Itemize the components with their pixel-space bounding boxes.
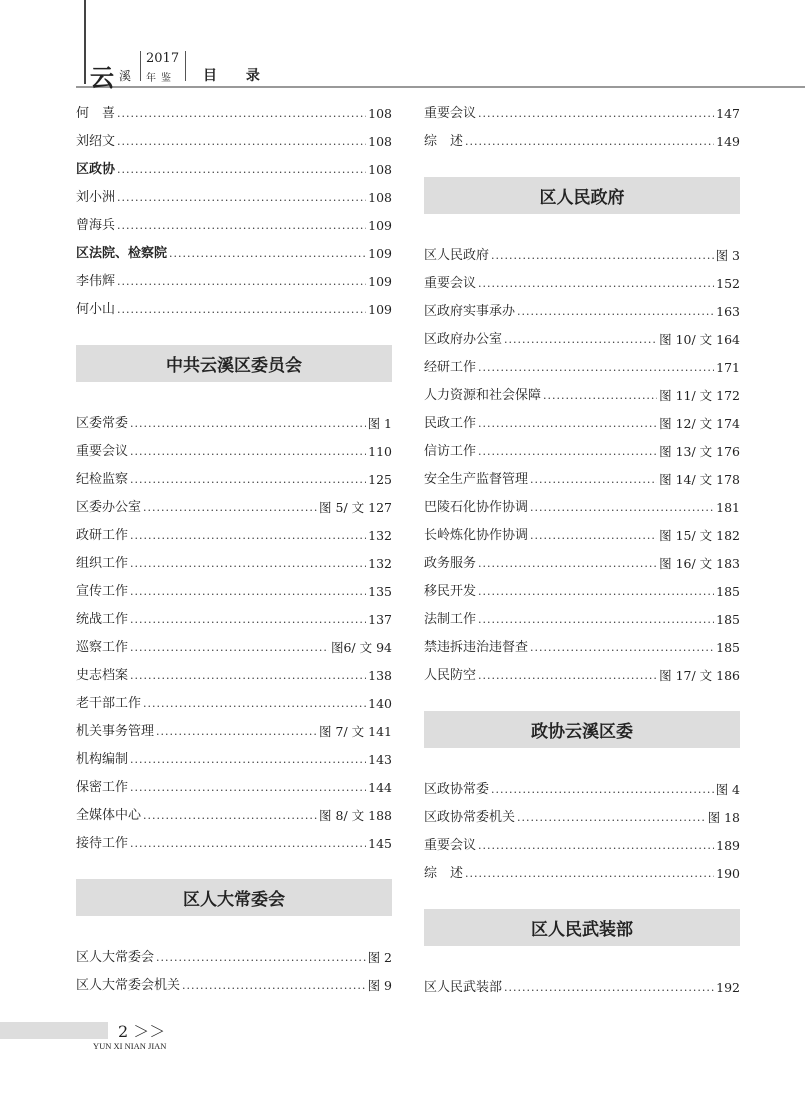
leader-dots — [478, 441, 657, 463]
toc-entry-title: 史志档案 — [76, 668, 129, 683]
leader-dots — [504, 329, 657, 351]
toc-entry-title: 区人民政府 — [424, 248, 490, 263]
toc-entry[interactable] — [76, 631, 392, 659]
toc-entry-title: 禁违拆违治违督查 — [424, 640, 529, 655]
toc-entry-title: 区委办公室 — [76, 500, 142, 515]
toc-entry[interactable] — [424, 351, 740, 379]
toc-entry[interactable] — [424, 857, 740, 885]
toc-entry-page: 125 — [368, 472, 392, 487]
toc-entry-page: 图6/ 文 94 — [330, 640, 392, 655]
toc-entry[interactable] — [76, 435, 392, 463]
toc-entry-page: 图 3 — [715, 248, 740, 263]
toc-entry-page: 图 7/ 文 141 — [319, 724, 392, 739]
toc-entry[interactable] — [424, 463, 740, 491]
leader-dots — [130, 469, 366, 491]
toc-entry-title: 何 喜 — [76, 106, 116, 121]
toc-entry[interactable] — [424, 659, 740, 687]
toc-entry-page: 108 — [368, 106, 392, 121]
toc-entry-title: 宣传工作 — [76, 584, 129, 599]
toc-entry-page: 132 — [368, 528, 392, 543]
toc-entry-page: 图 9 — [367, 978, 392, 993]
toc-entry-page: 138 — [368, 668, 392, 683]
leader-dots — [478, 357, 714, 379]
toc-entry[interactable] — [76, 969, 392, 997]
toc-entry-page: 图 14/ 文 178 — [659, 472, 740, 487]
header-year: 2017 — [146, 51, 180, 66]
leader-dots — [465, 863, 714, 885]
toc-entry-title: 刘小洲 — [76, 190, 116, 205]
toc-entry-title: 长岭炼化协作协调 — [424, 528, 529, 543]
toc-entry[interactable] — [76, 715, 392, 743]
section-header: 中共云溪区委员会 — [76, 345, 392, 382]
toc-entry[interactable] — [424, 519, 740, 547]
leader-dots — [117, 215, 366, 237]
toc-entry[interactable] — [424, 239, 740, 267]
header-divider — [140, 51, 141, 81]
toc-entry-title: 重要会议 — [424, 838, 477, 853]
toc-entry-title: 法制工作 — [424, 612, 477, 627]
toc-entry-page: 图 4 — [715, 782, 740, 797]
toc-entry[interactable] — [424, 323, 740, 351]
toc-entry[interactable] — [76, 575, 392, 603]
toc-entry-page: 144 — [368, 780, 392, 795]
toc-entry[interactable] — [76, 659, 392, 687]
leader-dots — [130, 525, 366, 547]
toc-entry-page: 108 — [368, 162, 392, 177]
toc-entry-title: 民政工作 — [424, 416, 477, 431]
toc-entry-page: 171 — [716, 360, 740, 375]
leader-dots — [130, 413, 366, 435]
toc-entry-title: 重要会议 — [76, 444, 129, 459]
toc-entry-title: 区政府办公室 — [424, 332, 503, 347]
toc-entry-title: 安全生产监督管理 — [424, 472, 529, 487]
toc-entry[interactable] — [76, 771, 392, 799]
toc-entry[interactable] — [424, 631, 740, 659]
toc-entry-title: 综 述 — [424, 134, 464, 149]
leader-dots — [543, 385, 657, 407]
toc-entry-title: 曾海兵 — [76, 218, 116, 233]
leader-dots — [530, 469, 657, 491]
toc-entry-title: 区人民武装部 — [424, 980, 503, 995]
toc-entry-page: 132 — [368, 556, 392, 571]
leader-dots — [143, 693, 366, 715]
leader-dots — [117, 299, 366, 321]
leader-dots — [130, 581, 366, 603]
toc-entry-title: 政务服务 — [424, 556, 477, 571]
toc-entry-page: 163 — [716, 304, 740, 319]
leader-dots — [130, 553, 366, 575]
toc-entry-page: 110 — [368, 444, 392, 459]
leader-dots — [517, 807, 706, 829]
leader-dots — [491, 779, 714, 801]
toc-entry-title: 刘绍文 — [76, 134, 116, 149]
toc-entry-page: 图 13/ 文 176 — [659, 444, 740, 459]
toc-entry-title: 机构编制 — [76, 752, 129, 767]
toc-entry-title: 保密工作 — [76, 780, 129, 795]
toc-entry-page: 189 — [716, 838, 740, 853]
toc-entry[interactable] — [424, 97, 740, 125]
leader-dots — [143, 497, 317, 519]
toc-entry[interactable] — [424, 801, 740, 829]
toc-entry-title: 区法院、检察院 — [76, 246, 168, 261]
leader-dots — [504, 977, 714, 999]
toc-entry[interactable] — [76, 827, 392, 855]
toc-entry-title: 政研工作 — [76, 528, 129, 543]
toc-entry[interactable] — [76, 463, 392, 491]
toc-entry[interactable] — [424, 547, 740, 575]
leader-dots — [478, 609, 714, 631]
toc-entry-title: 区政府实事承办 — [424, 304, 516, 319]
toc-entry-page: 190 — [716, 866, 740, 881]
leader-dots — [130, 637, 329, 659]
leader-dots — [117, 131, 366, 153]
toc-entry-title: 机关事务管理 — [76, 724, 155, 739]
toc-entry-page: 109 — [368, 218, 392, 233]
toc-entry-title: 综 述 — [424, 866, 464, 881]
toc-entry-title: 重要会议 — [424, 106, 477, 121]
toc-entry[interactable] — [76, 519, 392, 547]
footer-subtitle: YUN XI NIAN JIAN — [93, 1041, 167, 1051]
toc-entry[interactable] — [76, 687, 392, 715]
leader-dots — [530, 525, 657, 547]
toc-entry[interactable] — [424, 603, 740, 631]
leader-dots — [117, 187, 366, 209]
toc-entry-title: 接待工作 — [76, 836, 129, 851]
toc-entry-page: 185 — [716, 612, 740, 627]
leader-dots — [478, 835, 714, 857]
toc-entry-title: 区政协 — [76, 162, 116, 177]
toc-entry-page: 图 2 — [367, 950, 392, 965]
toc-entry-title: 组织工作 — [76, 556, 129, 571]
toc-entry-title: 人力资源和社会保障 — [424, 388, 542, 403]
toc-entry-title: 统战工作 — [76, 612, 129, 627]
leader-dots — [117, 271, 366, 293]
leader-dots — [143, 805, 317, 827]
toc-entry-page: 135 — [368, 584, 392, 599]
toc-entry-page: 图 18 — [707, 810, 740, 825]
toc-entry-title: 移民开发 — [424, 584, 477, 599]
toc-entry[interactable] — [76, 603, 392, 631]
leader-dots — [156, 721, 317, 743]
leader-dots — [156, 947, 366, 969]
toc-entry-title: 纪检监察 — [76, 472, 129, 487]
toc-entry-page: 109 — [368, 302, 392, 317]
leader-dots — [465, 131, 714, 153]
toc-entry-page: 图 15/ 文 182 — [659, 528, 740, 543]
section-header: 区人民武装部 — [424, 909, 740, 946]
toc-entry-page: 140 — [368, 696, 392, 711]
toc-entry[interactable] — [76, 799, 392, 827]
toc-entry-page: 149 — [716, 134, 740, 149]
toc-entry[interactable] — [424, 267, 740, 295]
toc-entry-page: 图 1 — [367, 416, 392, 431]
toc-entry-title: 经研工作 — [424, 360, 477, 375]
toc-entry[interactable] — [424, 971, 740, 999]
leader-dots — [478, 553, 657, 575]
toc-entry-title: 巡察工作 — [76, 640, 129, 655]
leader-dots — [130, 609, 366, 631]
toc-entry[interactable] — [76, 547, 392, 575]
toc-entry[interactable] — [424, 407, 740, 435]
leader-dots — [130, 665, 366, 687]
logo-yun: 云 — [90, 63, 114, 92]
toc-entry[interactable] — [76, 97, 392, 125]
toc-entry-page: 147 — [716, 106, 740, 121]
toc-entry[interactable] — [76, 293, 392, 321]
toc-entry[interactable] — [424, 295, 740, 323]
toc-entry[interactable] — [424, 575, 740, 603]
toc-entry[interactable] — [76, 743, 392, 771]
section-header: 区人大常委会 — [76, 879, 392, 916]
toc-entry-title: 重要会议 — [424, 276, 477, 291]
leader-dots — [530, 637, 714, 659]
toc-entry-page: 图 17/ 文 186 — [659, 668, 740, 683]
toc-entry-page: 181 — [716, 500, 740, 515]
toc-entry[interactable] — [76, 941, 392, 969]
toc-entry-page: 192 — [716, 980, 740, 995]
toc-entry-page: 图 11/ 文 172 — [659, 388, 740, 403]
section-header: 政协云溪区委 — [424, 711, 740, 748]
toc-entry-page: 185 — [716, 640, 740, 655]
toc-entry[interactable] — [76, 153, 392, 181]
toc-entry-page: 108 — [368, 134, 392, 149]
toc-entry[interactable] — [76, 181, 392, 209]
toc-entry[interactable] — [76, 237, 392, 265]
leader-dots — [169, 243, 366, 265]
toc-entry[interactable] — [76, 407, 392, 435]
toc-entry-page: 108 — [368, 190, 392, 205]
header-nianjian: 年鉴 — [146, 73, 176, 84]
toc-entry-page: 152 — [716, 276, 740, 291]
toc-entry-page: 图 5/ 文 127 — [319, 500, 392, 515]
leader-dots — [130, 749, 366, 771]
leader-dots — [478, 413, 657, 435]
leader-dots — [130, 777, 366, 799]
toc-entry-title: 区委常委 — [76, 416, 129, 431]
toc-entry-title: 区人大常委会机关 — [76, 978, 181, 993]
leader-dots — [491, 245, 714, 267]
logo-xi: 溪 — [119, 69, 132, 83]
leader-dots — [117, 103, 366, 125]
toc-entry-page: 109 — [368, 274, 392, 289]
leader-dots — [478, 581, 714, 603]
toc-entry-title: 区政协常委机关 — [424, 810, 516, 825]
toc-entry-title: 信访工作 — [424, 444, 477, 459]
toc-entry-page: 185 — [716, 584, 740, 599]
toc-entry[interactable] — [424, 125, 740, 153]
leader-dots — [478, 103, 714, 125]
toc-entry[interactable] — [76, 209, 392, 237]
leader-dots — [478, 273, 714, 295]
toc-entry-title: 全媒体中心 — [76, 808, 142, 823]
page-title: 目 录 — [203, 68, 272, 84]
toc-entry-page: 143 — [368, 752, 392, 767]
header-rule-vertical — [84, 0, 86, 84]
toc-entry[interactable] — [424, 379, 740, 407]
toc-entry-title: 区政协常委 — [424, 782, 490, 797]
toc-entry-page: 图 12/ 文 174 — [659, 416, 740, 431]
toc-entry[interactable] — [424, 491, 740, 519]
toc-entry-page: 图 8/ 文 188 — [319, 808, 392, 823]
toc-entry[interactable] — [76, 265, 392, 293]
footer-bar — [0, 1022, 108, 1039]
toc-entry-page: 145 — [368, 836, 392, 851]
toc-entry-title: 区人大常委会 — [76, 950, 155, 965]
toc-column-right — [424, 97, 740, 999]
leader-dots — [130, 441, 366, 463]
leader-dots — [117, 159, 366, 181]
toc-entry-page: 图 10/ 文 164 — [659, 332, 740, 347]
leader-dots — [530, 497, 714, 519]
toc-entry-title: 人民防空 — [424, 668, 477, 683]
toc-entry-title: 何小山 — [76, 302, 116, 317]
toc-entry[interactable] — [76, 125, 392, 153]
section-header: 区人民政府 — [424, 177, 740, 214]
leader-dots — [478, 665, 657, 687]
toc-entry-page: 109 — [368, 246, 392, 261]
leader-dots — [130, 833, 366, 855]
toc-entry-page: 图 16/ 文 183 — [659, 556, 740, 571]
leader-dots — [517, 301, 714, 323]
toc-entry-title: 巴陵石化协作协调 — [424, 500, 529, 515]
toc-entry[interactable] — [424, 829, 740, 857]
toc-entry-title: 老干部工作 — [76, 696, 142, 711]
header-rule — [76, 86, 805, 88]
toc-entry-title: 李伟辉 — [76, 274, 116, 289]
toc-column-left — [76, 97, 392, 997]
header-divider — [185, 51, 186, 81]
leader-dots — [182, 975, 366, 997]
toc-entry[interactable] — [424, 773, 740, 801]
toc-entry-page: 137 — [368, 612, 392, 627]
page-number: 2 ＞＞ — [118, 1022, 166, 1041]
toc-entry[interactable] — [76, 491, 392, 519]
toc-entry[interactable] — [424, 435, 740, 463]
